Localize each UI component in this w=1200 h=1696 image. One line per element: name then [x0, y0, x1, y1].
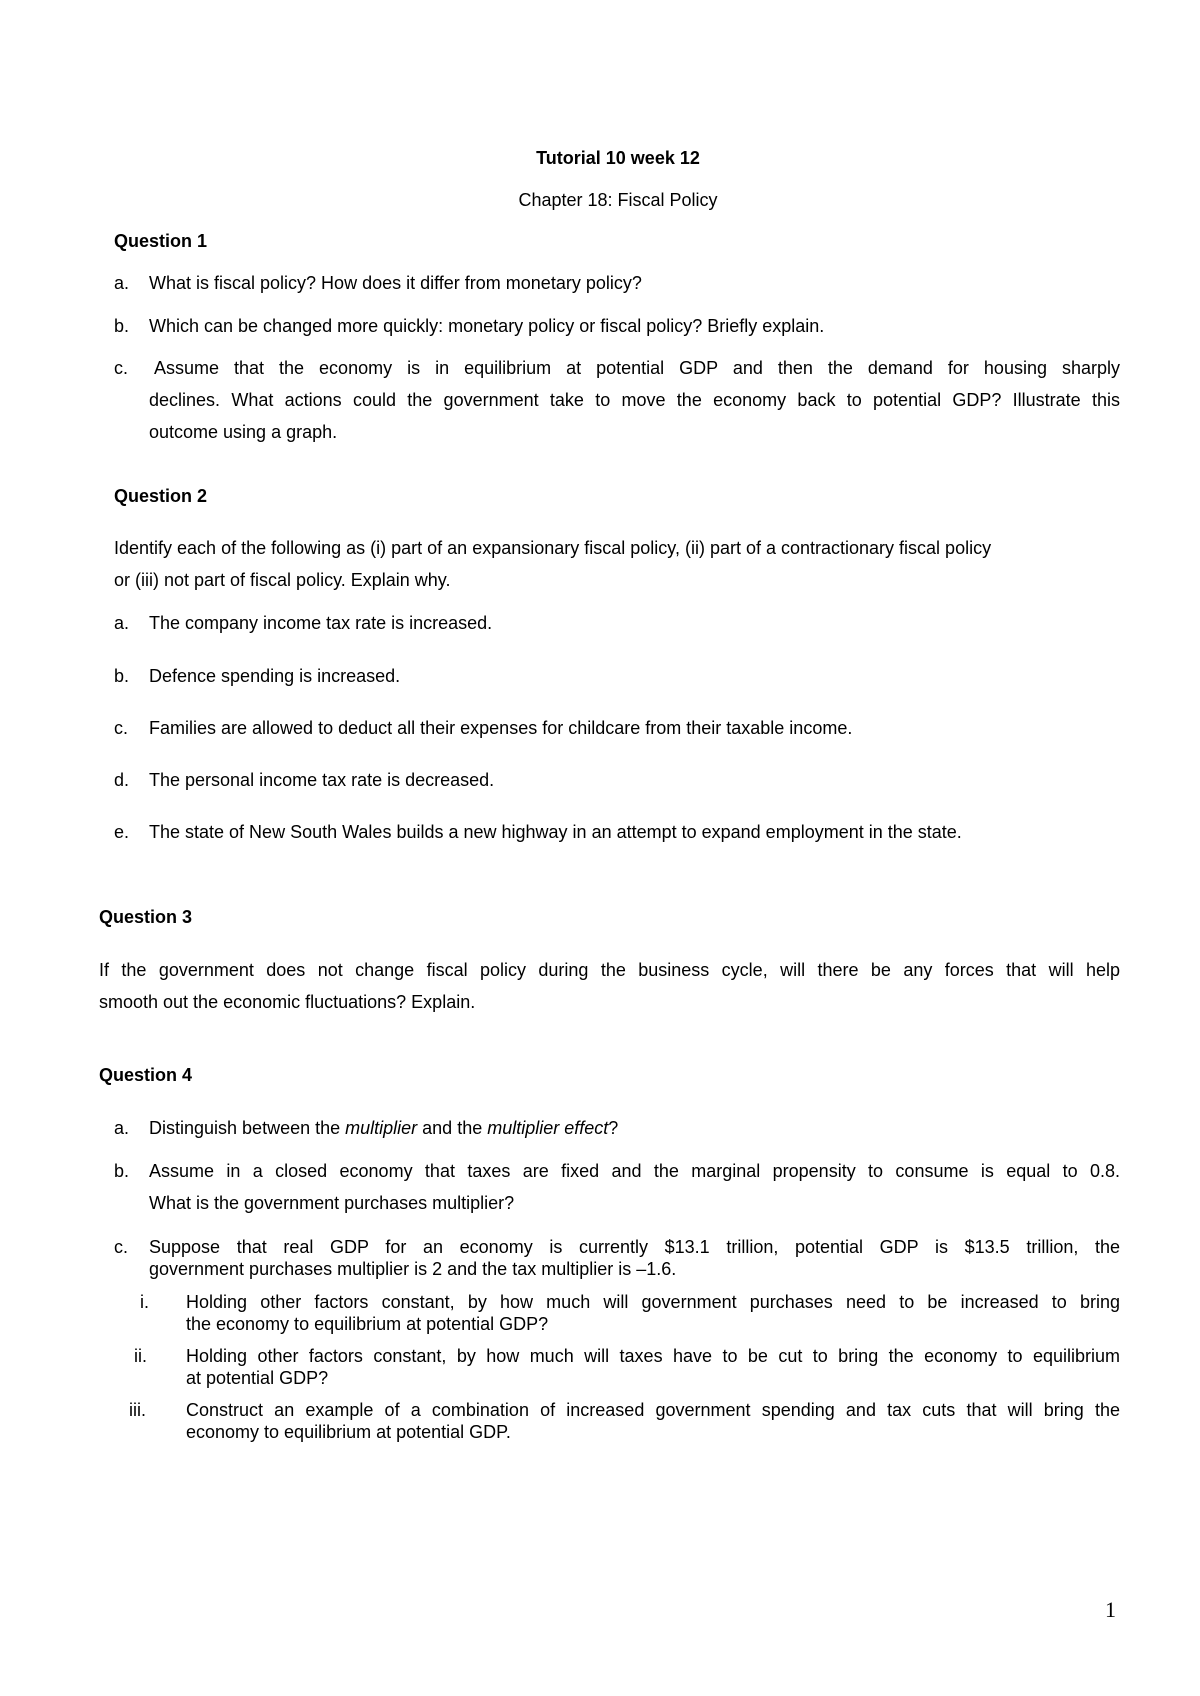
q4-item-a-post: ?	[608, 1118, 619, 1138]
q4-item-a-label: a.	[114, 1118, 130, 1138]
q2-item-b-label: b.	[114, 666, 130, 686]
q4-item-a-text	[149, 1118, 618, 1139]
q4-sub-ii-line-1: Holding other factors constant, by how much will taxes have to be cut to bring the economy to equilibrium	[186, 1346, 1120, 1366]
q2-item-a-text: The company income tax rate is increased.	[149, 613, 493, 633]
q4-item-a-term-multiplier: multiplier	[345, 1118, 418, 1138]
q4-item-b-line-1: Assume in a closed economy that taxes are fixed and the marginal propensity to consume is equal to 0.8.	[149, 1161, 1120, 1181]
q1-item-a-label: a.	[114, 273, 130, 293]
q2-item-a-label: a.	[114, 613, 130, 633]
q1-item-c-line-3: outcome using a graph.	[149, 422, 338, 442]
q1-item-c-line-1: Assume that the economy is in equilibrium at potential GDP and then the demand for housing sharply	[154, 358, 1120, 378]
q2-intro-line-2: or (iii) not part of fiscal policy. Explain why.	[114, 570, 451, 590]
q3-text-line-1: If the government does not change fiscal policy during the business cycle, will there be any forces that will help	[99, 960, 1120, 980]
question-1-heading: Question 1	[114, 231, 208, 251]
q4-item-c-line-2: government purchases multiplier is 2 and the tax multiplier is –1.6.	[149, 1259, 677, 1279]
page-number: 1	[1105, 1597, 1116, 1622]
q4-sub-ii-label: ii.	[134, 1346, 147, 1366]
q3-text-line-2: smooth out the economic fluctuations? Explain.	[99, 992, 476, 1012]
q4-item-c-label: c.	[114, 1237, 129, 1257]
q2-item-c-text: Families are allowed to deduct all their expenses for childcare from their taxable income.	[149, 718, 853, 738]
q2-item-c-label: c.	[114, 718, 129, 738]
document-title: Tutorial 10 week 12	[536, 148, 700, 168]
q1-item-b-text: Which can be changed more quickly: monetary policy or fiscal policy? Briefly explain.	[149, 316, 825, 336]
q4-item-a-pre: Distinguish between the	[149, 1118, 346, 1138]
q2-item-e-label: e.	[114, 822, 130, 842]
question-2-heading: Question 2	[114, 486, 208, 506]
q2-intro-line-1: Identify each of the following as (i) part of an expansionary fiscal policy, (ii) part of a contractionary fiscal policy	[114, 538, 992, 558]
q2-item-d-text: The personal income tax rate is decreased.	[149, 770, 495, 790]
q4-sub-i-line-2: the economy to equilibrium at potential GDP?	[186, 1314, 549, 1334]
q4-item-b-line-2: What is the government purchases multiplier?	[149, 1193, 515, 1213]
q4-item-b-label: b.	[114, 1161, 130, 1181]
q4-item-c-line-1: Suppose that real GDP for an economy is currently $13.1 trillion, potential GDP is $13.5 trillion, the	[149, 1237, 1120, 1257]
q1-item-a-text: What is fiscal policy? How does it differ from monetary policy?	[149, 273, 642, 293]
q2-item-b-text: Defence spending is increased.	[149, 666, 401, 686]
question-3-heading: Question 3	[99, 907, 193, 927]
q4-sub-i-line-1: Holding other factors constant, by how much will government purchases need to be increased to bring	[186, 1292, 1120, 1312]
q4-sub-ii-line-2: at potential GDP?	[186, 1368, 329, 1388]
q4-sub-i-label: i.	[140, 1292, 149, 1312]
chapter-subtitle: Chapter 18: Fiscal Policy	[518, 190, 718, 210]
q2-item-e-text: The state of New South Wales builds a new highway in an attempt to expand employment in the state.	[149, 822, 962, 842]
q1-item-c-label: c.	[114, 358, 129, 378]
q4-sub-iii-label: iii.	[129, 1400, 146, 1420]
q4-sub-iii-line-2: economy to equilibrium at potential GDP.	[186, 1422, 511, 1442]
q4-sub-iii-line-1: Construct an example of a combination of increased government spending and tax cuts that will bring the	[186, 1400, 1120, 1420]
q4-item-a-mid: and the	[417, 1118, 488, 1138]
q1-item-c-line-2: declines. What actions could the government take to move the economy back to potential GDP? Illustrate this	[149, 390, 1120, 410]
q2-item-d-label: d.	[114, 770, 130, 790]
q4-item-a-term-multiplier-effect: multiplier effect	[487, 1118, 609, 1138]
q1-item-b-label: b.	[114, 316, 130, 336]
question-4-heading: Question 4	[99, 1065, 193, 1085]
